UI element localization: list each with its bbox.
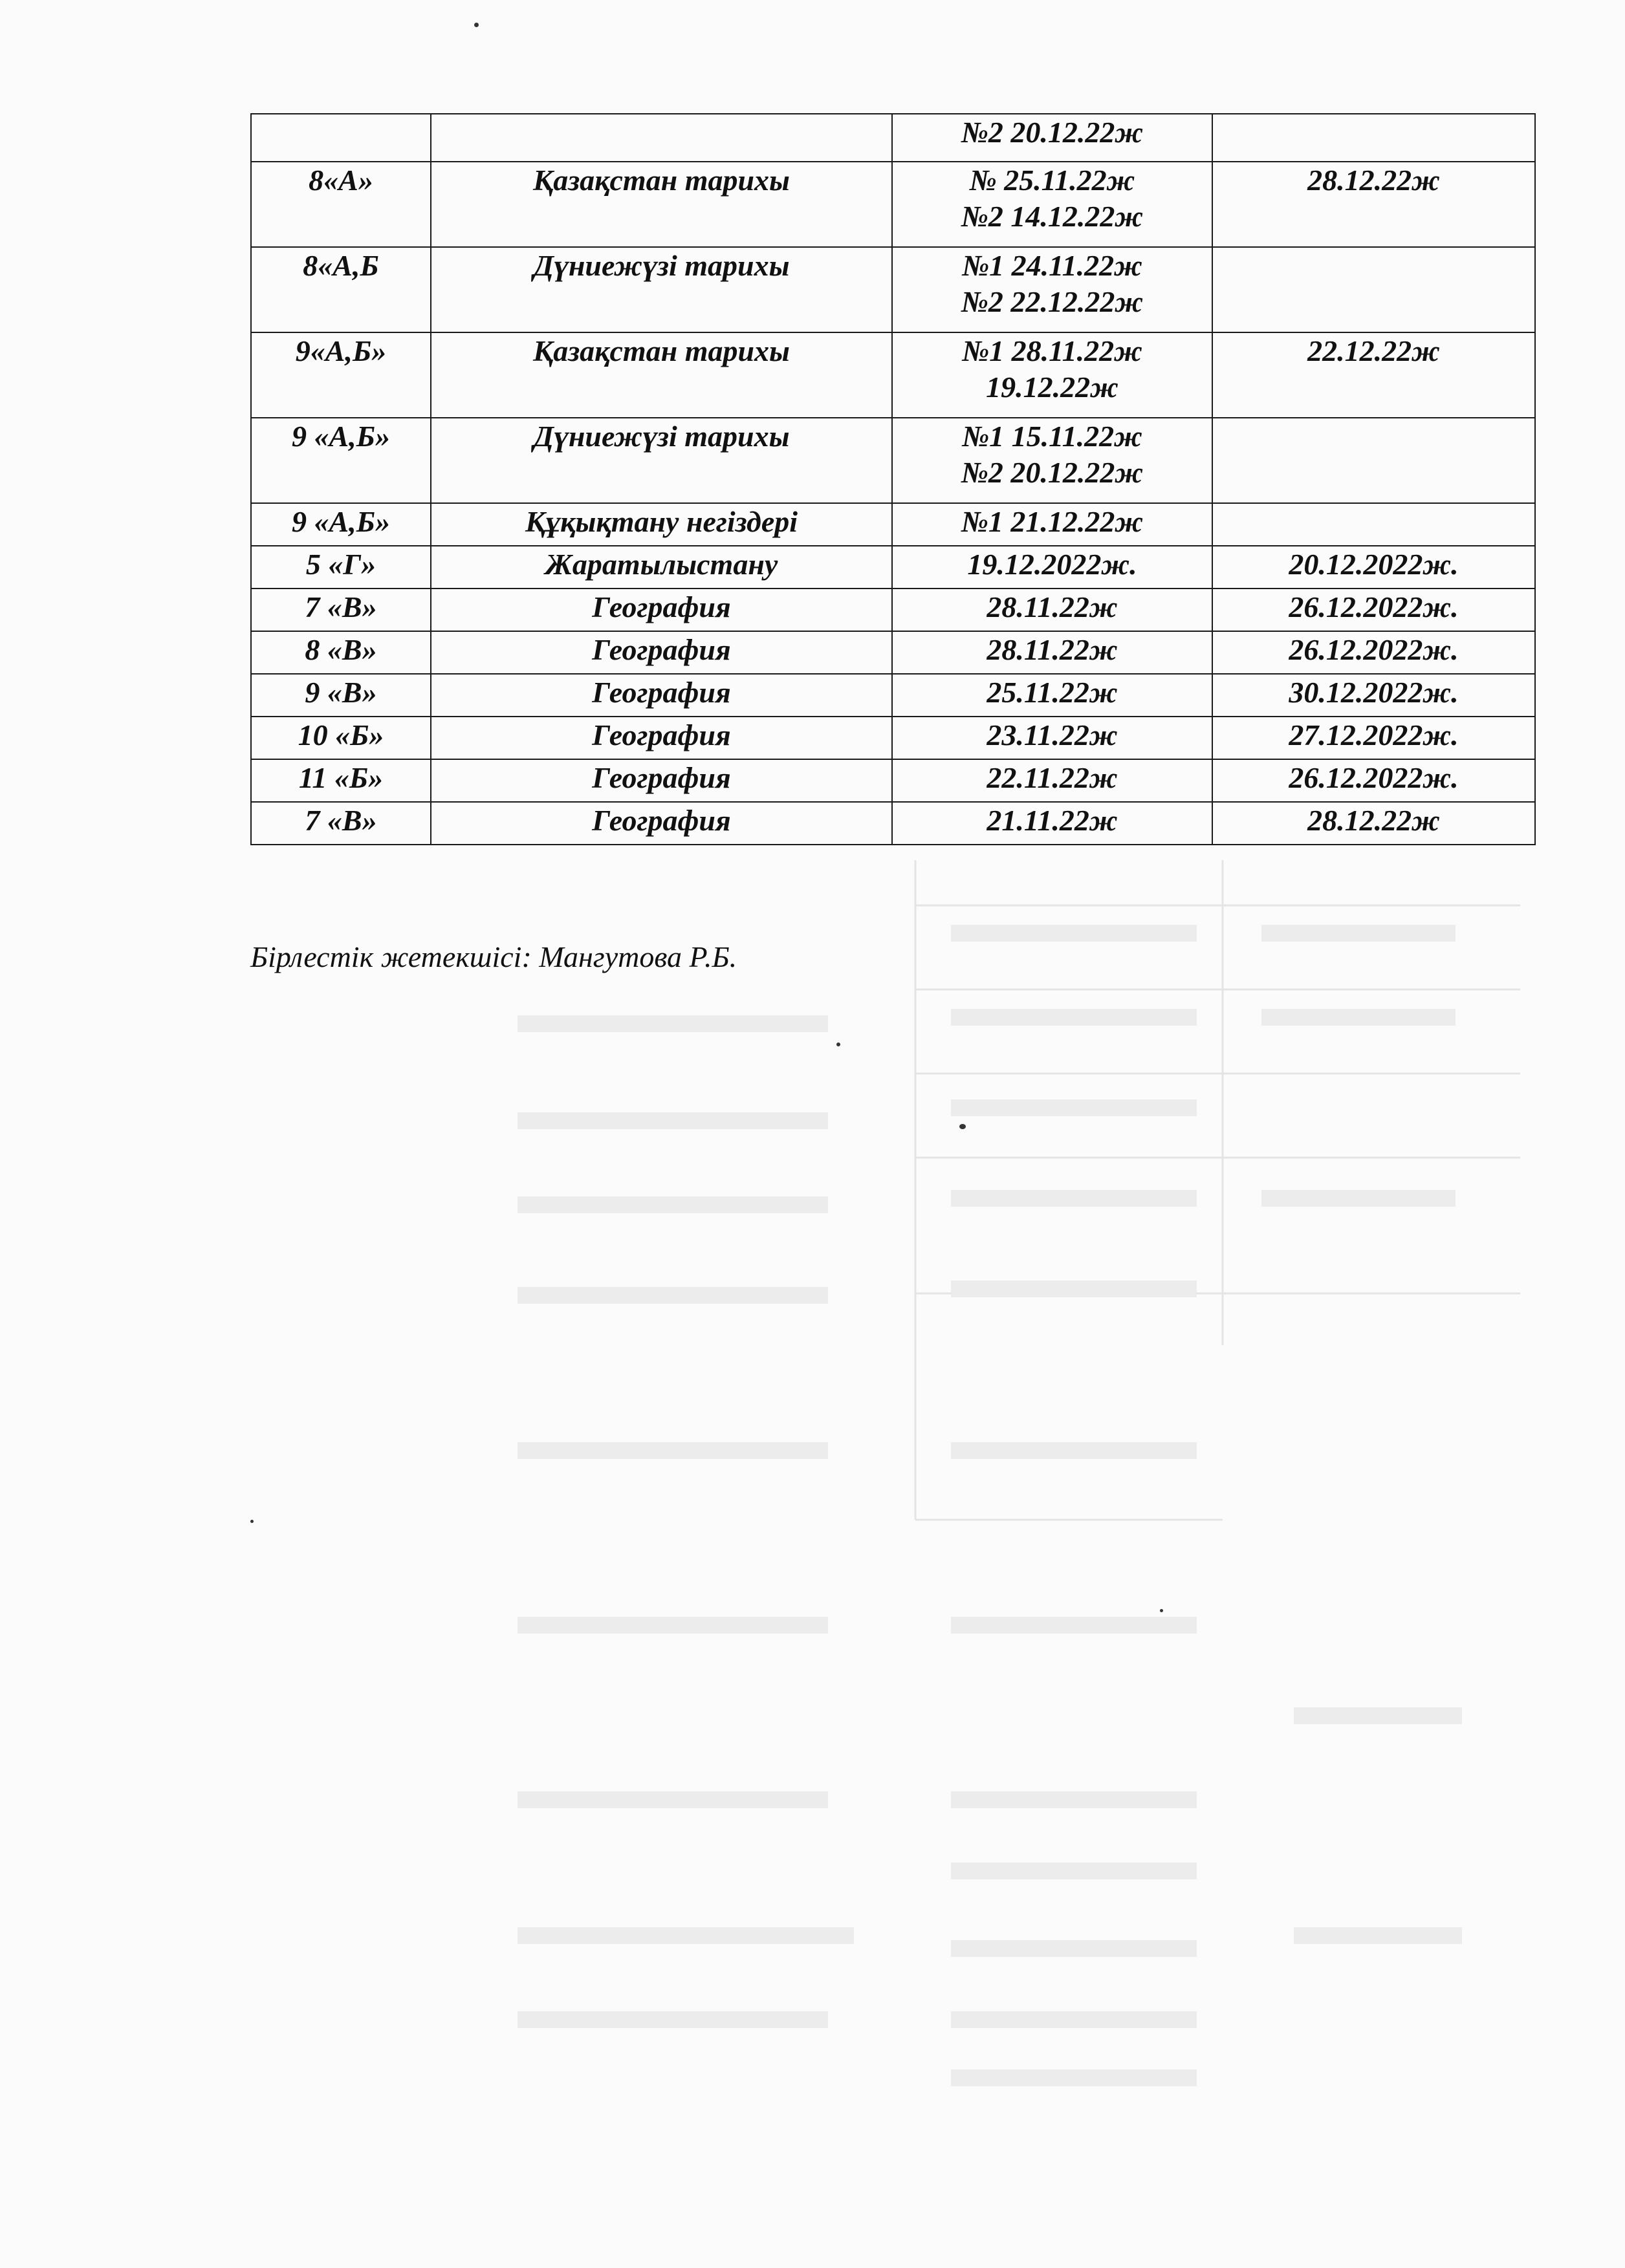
subject-cell: Құқықтану негіздері (431, 503, 892, 546)
scan-speck (959, 1124, 966, 1129)
table-row (251, 503, 1535, 546)
dates-cell (892, 674, 1212, 717)
table-row (251, 114, 1535, 162)
subject-cell: Қазақстан тарихы (431, 162, 892, 247)
class-cell: 8«А» (251, 162, 431, 247)
scan-speck (250, 1520, 254, 1523)
table-row (251, 631, 1535, 674)
table-row (251, 759, 1535, 802)
date-line: 23.11.22ж (987, 718, 1118, 751)
final-date-cell: 26.12.2022ж. (1212, 589, 1535, 631)
final-date-cell: 30.12.2022ж. (1212, 674, 1535, 717)
class-cell: 9 «А,Б» (251, 418, 431, 503)
date-line: 28.11.22ж (987, 590, 1118, 623)
date-line: 21.11.22ж (987, 804, 1118, 837)
final-date-cell: 27.12.2022ж. (1212, 717, 1535, 759)
date-line: № 25.11.22ж (969, 164, 1135, 197)
dates-cell (892, 546, 1212, 589)
scan-speck (836, 1042, 840, 1046)
final-date-cell: 28.12.22ж (1212, 802, 1535, 845)
subject-cell: География (431, 674, 892, 717)
class-cell: 7 «В» (251, 802, 431, 845)
schedule-table (250, 113, 1536, 845)
class-cell: 10 «Б» (251, 717, 431, 759)
final-date-cell: 28.12.22ж (1212, 162, 1535, 247)
date-line: 22.11.22ж (987, 761, 1118, 794)
subject-cell: География (431, 759, 892, 802)
date-line: №2 22.12.22ж (961, 285, 1144, 318)
table-row (251, 674, 1535, 717)
subject-cell (431, 114, 892, 162)
table-row (251, 247, 1535, 332)
table-row (251, 589, 1535, 631)
scan-speck (1160, 1609, 1163, 1612)
subject-cell: География (431, 631, 892, 674)
department-head-signature-line: Бірлестік жетекшісі: Мангутова Р.Б. (250, 940, 737, 973)
class-cell: 9 «А,Б» (251, 503, 431, 546)
table-row (251, 546, 1535, 589)
table-row (251, 418, 1535, 503)
date-line: №1 28.11.22ж (962, 334, 1142, 367)
dates-cell (892, 114, 1212, 162)
final-date-cell: 26.12.2022ж. (1212, 759, 1535, 802)
subject-cell: Жаратылыстану (431, 546, 892, 589)
date-line: 19.12.2022ж. (967, 548, 1137, 581)
dates-cell (892, 418, 1212, 503)
dates-cell (892, 332, 1212, 418)
class-cell: 11 «Б» (251, 759, 431, 802)
dates-cell (892, 589, 1212, 631)
subject-cell: Қазақстан тарихы (431, 332, 892, 418)
subject-cell: Дүниежүзі тарихы (431, 247, 892, 332)
class-cell: 9«А,Б» (251, 332, 431, 418)
subject-cell: Дүниежүзі тарихы (431, 418, 892, 503)
final-date-cell (1212, 114, 1535, 162)
class-cell: 8«А,Б (251, 247, 431, 332)
final-date-cell: 20.12.2022ж. (1212, 546, 1535, 589)
class-cell: 7 «В» (251, 589, 431, 631)
class-cell: 8 «В» (251, 631, 431, 674)
table-row (251, 332, 1535, 418)
final-date-cell: 22.12.22ж (1212, 332, 1535, 418)
subject-cell: География (431, 717, 892, 759)
table-row (251, 162, 1535, 247)
class-cell: 5 «Г» (251, 546, 431, 589)
date-line: №1 15.11.22ж (962, 420, 1142, 453)
final-date-cell (1212, 247, 1535, 332)
dates-cell (892, 631, 1212, 674)
date-line: №2 20.12.22ж (961, 456, 1144, 489)
scan-speck (474, 23, 479, 27)
date-line: №1 24.11.22ж (962, 249, 1142, 282)
date-line: №2 20.12.22ж (961, 116, 1144, 149)
final-date-cell (1212, 503, 1535, 546)
table-row (251, 717, 1535, 759)
class-cell (251, 114, 431, 162)
dates-cell (892, 759, 1212, 802)
date-line: №1 21.12.22ж (961, 505, 1144, 538)
dates-cell (892, 247, 1212, 332)
date-line: 19.12.22ж (986, 371, 1118, 404)
dates-cell (892, 802, 1212, 845)
date-line: 25.11.22ж (987, 676, 1118, 709)
table-row (251, 802, 1535, 845)
subject-cell: География (431, 802, 892, 845)
final-date-cell: 26.12.2022ж. (1212, 631, 1535, 674)
date-line: №2 14.12.22ж (961, 200, 1144, 233)
dates-cell (892, 503, 1212, 546)
dates-cell (892, 717, 1212, 759)
class-cell: 9 «В» (251, 674, 431, 717)
final-date-cell (1212, 418, 1535, 503)
date-line: 28.11.22ж (987, 633, 1118, 666)
subject-cell: География (431, 589, 892, 631)
dates-cell (892, 162, 1212, 247)
